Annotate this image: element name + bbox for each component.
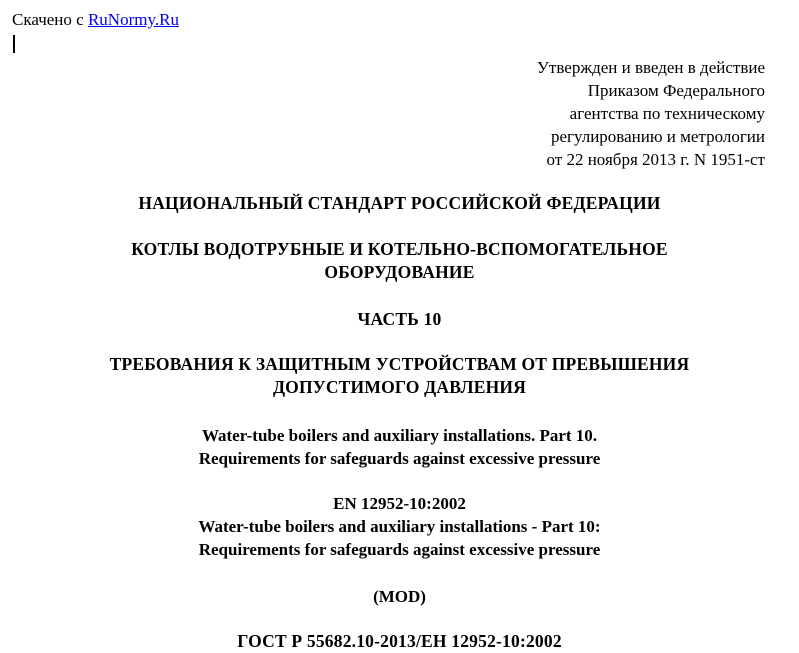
text-cursor: [13, 35, 15, 53]
part-heading: [0, 308, 799, 331]
national-standard-heading: [0, 192, 799, 215]
approval-line: Утвержден и введен в действие: [536, 58, 765, 77]
runormy-link[interactable]: RuNormy.Ru: [87, 10, 179, 29]
title-ru-line1: КОТЛЫ ВОДОТРУБНЫЕ И КОТЕЛЬНО-ВСПОМОГАТЕЛЬНОЕ: [131, 239, 668, 259]
title-ru: [0, 238, 799, 284]
title-en-line1: Water-tube boilers and auxiliary installations. Part 10.: [201, 426, 598, 445]
approval-line: агентства по техническому: [569, 104, 765, 123]
en-standard-block: [0, 492, 799, 561]
en-standard-code: EN 12952-10:2002: [333, 494, 466, 513]
title-ru-line2: ОБОРУДОВАНИЕ: [324, 262, 475, 282]
approval-line: регулированию и метрологии: [550, 127, 765, 146]
source-line: [12, 9, 179, 31]
approval-block: [537, 56, 765, 171]
title-en: [0, 424, 799, 470]
subtitle-ru-line2: ДОПУСТИМОГО ДАВЛЕНИЯ: [272, 377, 527, 397]
title-en-line2: Requirements for safeguards against excessive pressure: [198, 449, 601, 468]
part-text: ЧАСТЬ 10: [357, 309, 442, 329]
source-prefix: Скачено с: [12, 10, 88, 29]
approval-line: от 22 ноября 2013 г. N 1951-ст: [546, 150, 765, 169]
approval-line: Приказом Федерального: [587, 81, 765, 100]
subtitle-ru: [0, 353, 799, 399]
gost-text: ГОСТ Р 55682.10-2013/ЕН 12952-10:2002: [237, 631, 562, 651]
en-standard-line1: Water-tube boilers and auxiliary installations - Part 10:: [198, 517, 601, 536]
subtitle-ru-line1: ТРЕБОВАНИЯ К ЗАЩИТНЫМ УСТРОЙСТВАМ ОТ ПРЕВЫШЕНИЯ: [109, 354, 690, 374]
en-standard-line2: Requirements for safeguards against excessive pressure: [198, 540, 601, 559]
national-standard-text: НАЦИОНАЛЬНЫЙ СТАНДАРТ РОССИЙСКОЙ ФЕДЕРАЦИИ: [138, 193, 661, 213]
modification-mark: [0, 585, 799, 608]
modification-text: (MOD): [373, 587, 426, 606]
